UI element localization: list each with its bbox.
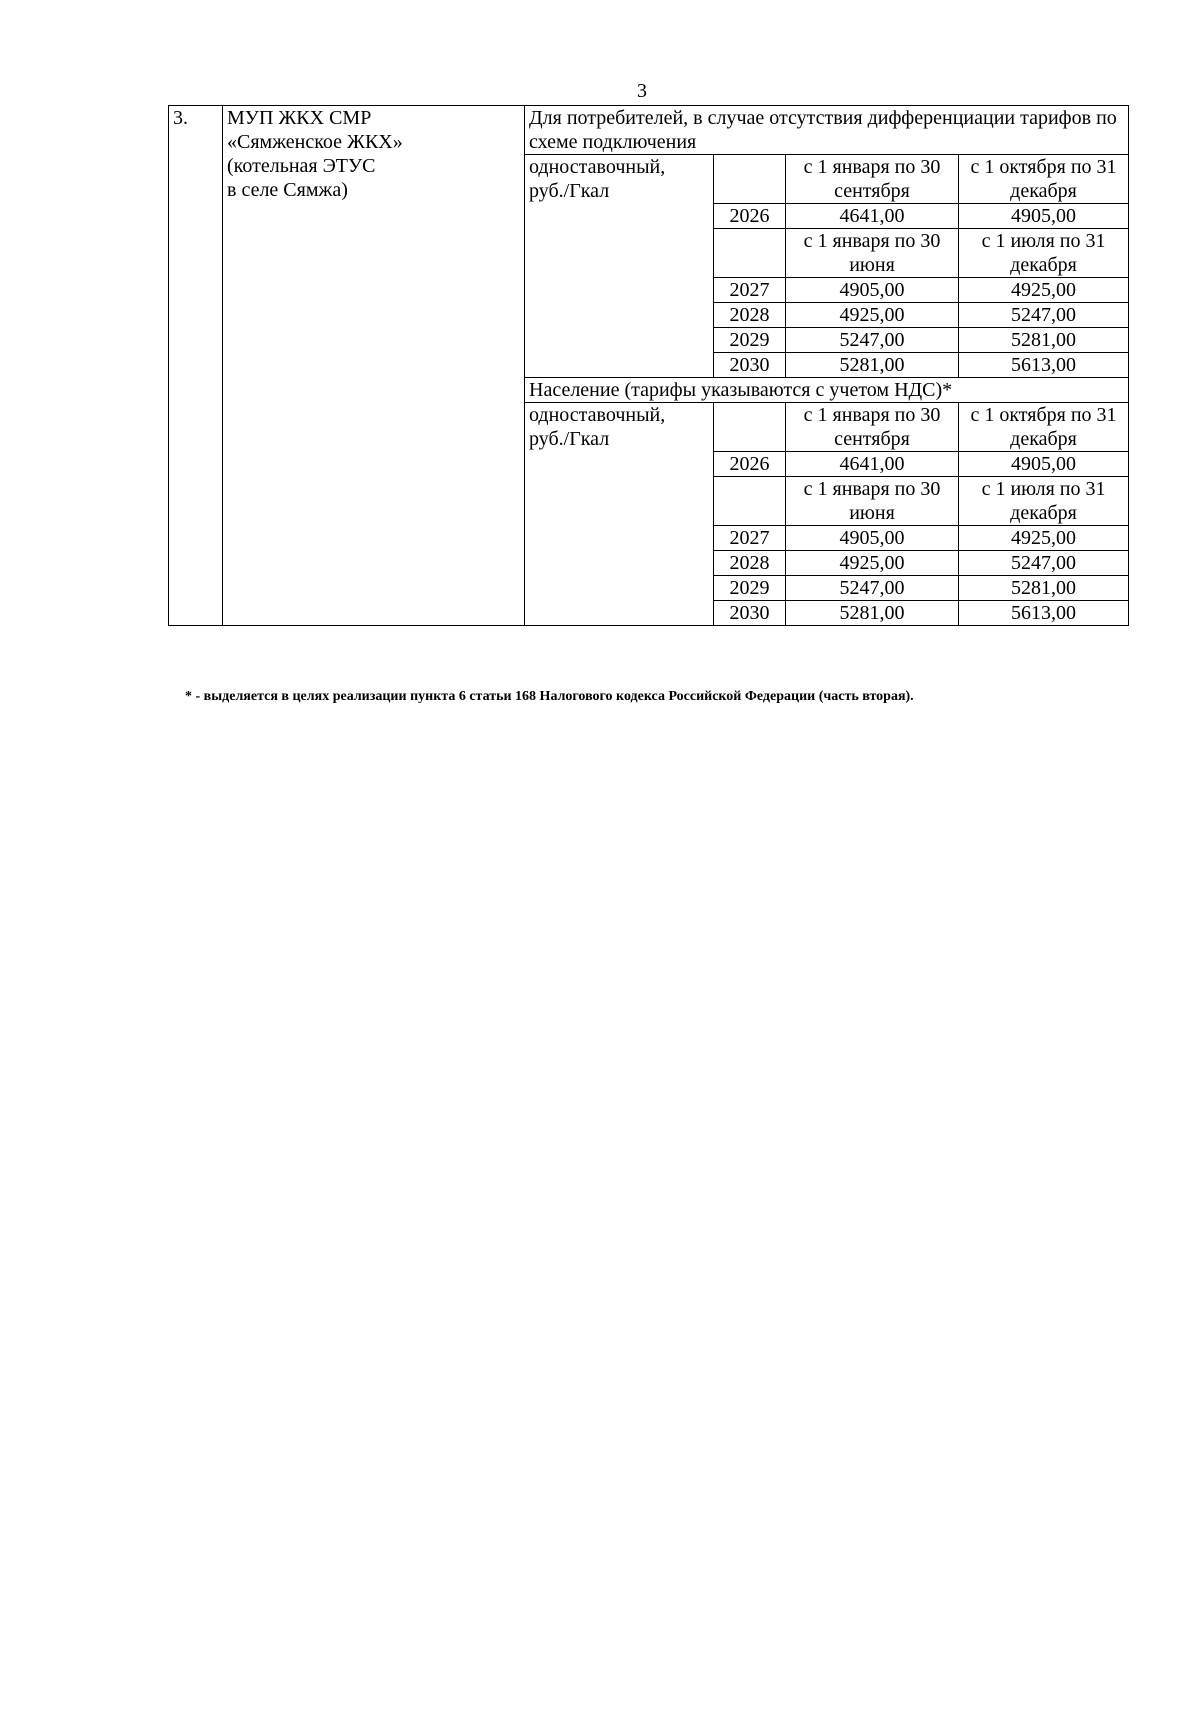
year-blank [714,477,786,526]
period-header: с 1 января по 30 сентября [786,403,959,452]
tariff-value: 5281,00 [959,328,1129,353]
organization-line: МУП ЖКХ СМР [227,107,372,129]
year-cell: 2029 [714,576,786,601]
rate-type: одноставочный, руб./Гкал [525,155,714,378]
tariff-value: 5281,00 [959,576,1129,601]
rate-type: одноставочный, руб./Гкал [525,403,714,626]
organization-line: «Сямженское ЖКХ» [227,131,403,153]
year-cell: 2030 [714,601,786,626]
tariff-value: 4925,00 [959,278,1129,303]
tariff-value: 5247,00 [959,551,1129,576]
year-cell: 2027 [714,526,786,551]
tariff-value: 5613,00 [959,601,1129,626]
tariff-value: 4641,00 [786,204,959,229]
tariff-table-body [169,106,1129,626]
period-header: с 1 октября по 31 декабря [959,155,1129,204]
organization-line: в селе Сямжа) [227,179,348,201]
tariff-value: 4905,00 [786,526,959,551]
tariff-value: 5613,00 [959,353,1129,378]
year-cell: 2027 [714,278,786,303]
period-header: с 1 января по 30 сентября [786,155,959,204]
period-header: с 1 июля по 31 декабря [959,229,1129,278]
tariff-value: 5247,00 [959,303,1129,328]
page-number: 3 [637,80,647,102]
tariff-value: 4925,00 [959,526,1129,551]
tariff-value: 4905,00 [786,278,959,303]
tariff-value: 4925,00 [786,551,959,576]
tariff-value: 4925,00 [786,303,959,328]
year-blank [714,403,786,452]
section-title: Для потребителей, в случае отсутствия дифференциации тарифов по схеме подключения [525,106,1129,155]
year-cell: 2029 [714,328,786,353]
footnote: * - выделяется в целях реализации пункта 6 статьи 168 Налогового кодекса Российской Федерации (часть вторая). [185,689,914,704]
tariff-value: 5247,00 [786,576,959,601]
year-blank [714,229,786,278]
year-blank [714,155,786,204]
organization-line: (котельная ЭТУС [227,155,376,177]
tariff-value: 5281,00 [786,353,959,378]
section-title: Население (тарифы указываются с учетом НДС)* [525,378,1129,403]
period-header: с 1 января по 30 июня [786,229,959,278]
period-header: с 1 января по 30 июня [786,477,959,526]
year-cell: 2030 [714,353,786,378]
year-cell: 2026 [714,452,786,477]
period-header: с 1 июля по 31 декабря [959,477,1129,526]
period-header: с 1 октября по 31 декабря [959,403,1129,452]
year-cell: 2026 [714,204,786,229]
tariff-value: 4641,00 [786,452,959,477]
tariff-value: 4905,00 [959,204,1129,229]
year-cell: 2028 [714,551,786,576]
table-row [169,106,1129,155]
tariff-value: 4905,00 [959,452,1129,477]
row-number: 3. [169,106,223,626]
year-cell: 2028 [714,303,786,328]
organization-cell [223,106,525,626]
tariff-value: 5247,00 [786,328,959,353]
tariff-value: 5281,00 [786,601,959,626]
tariff-table [168,105,1129,626]
